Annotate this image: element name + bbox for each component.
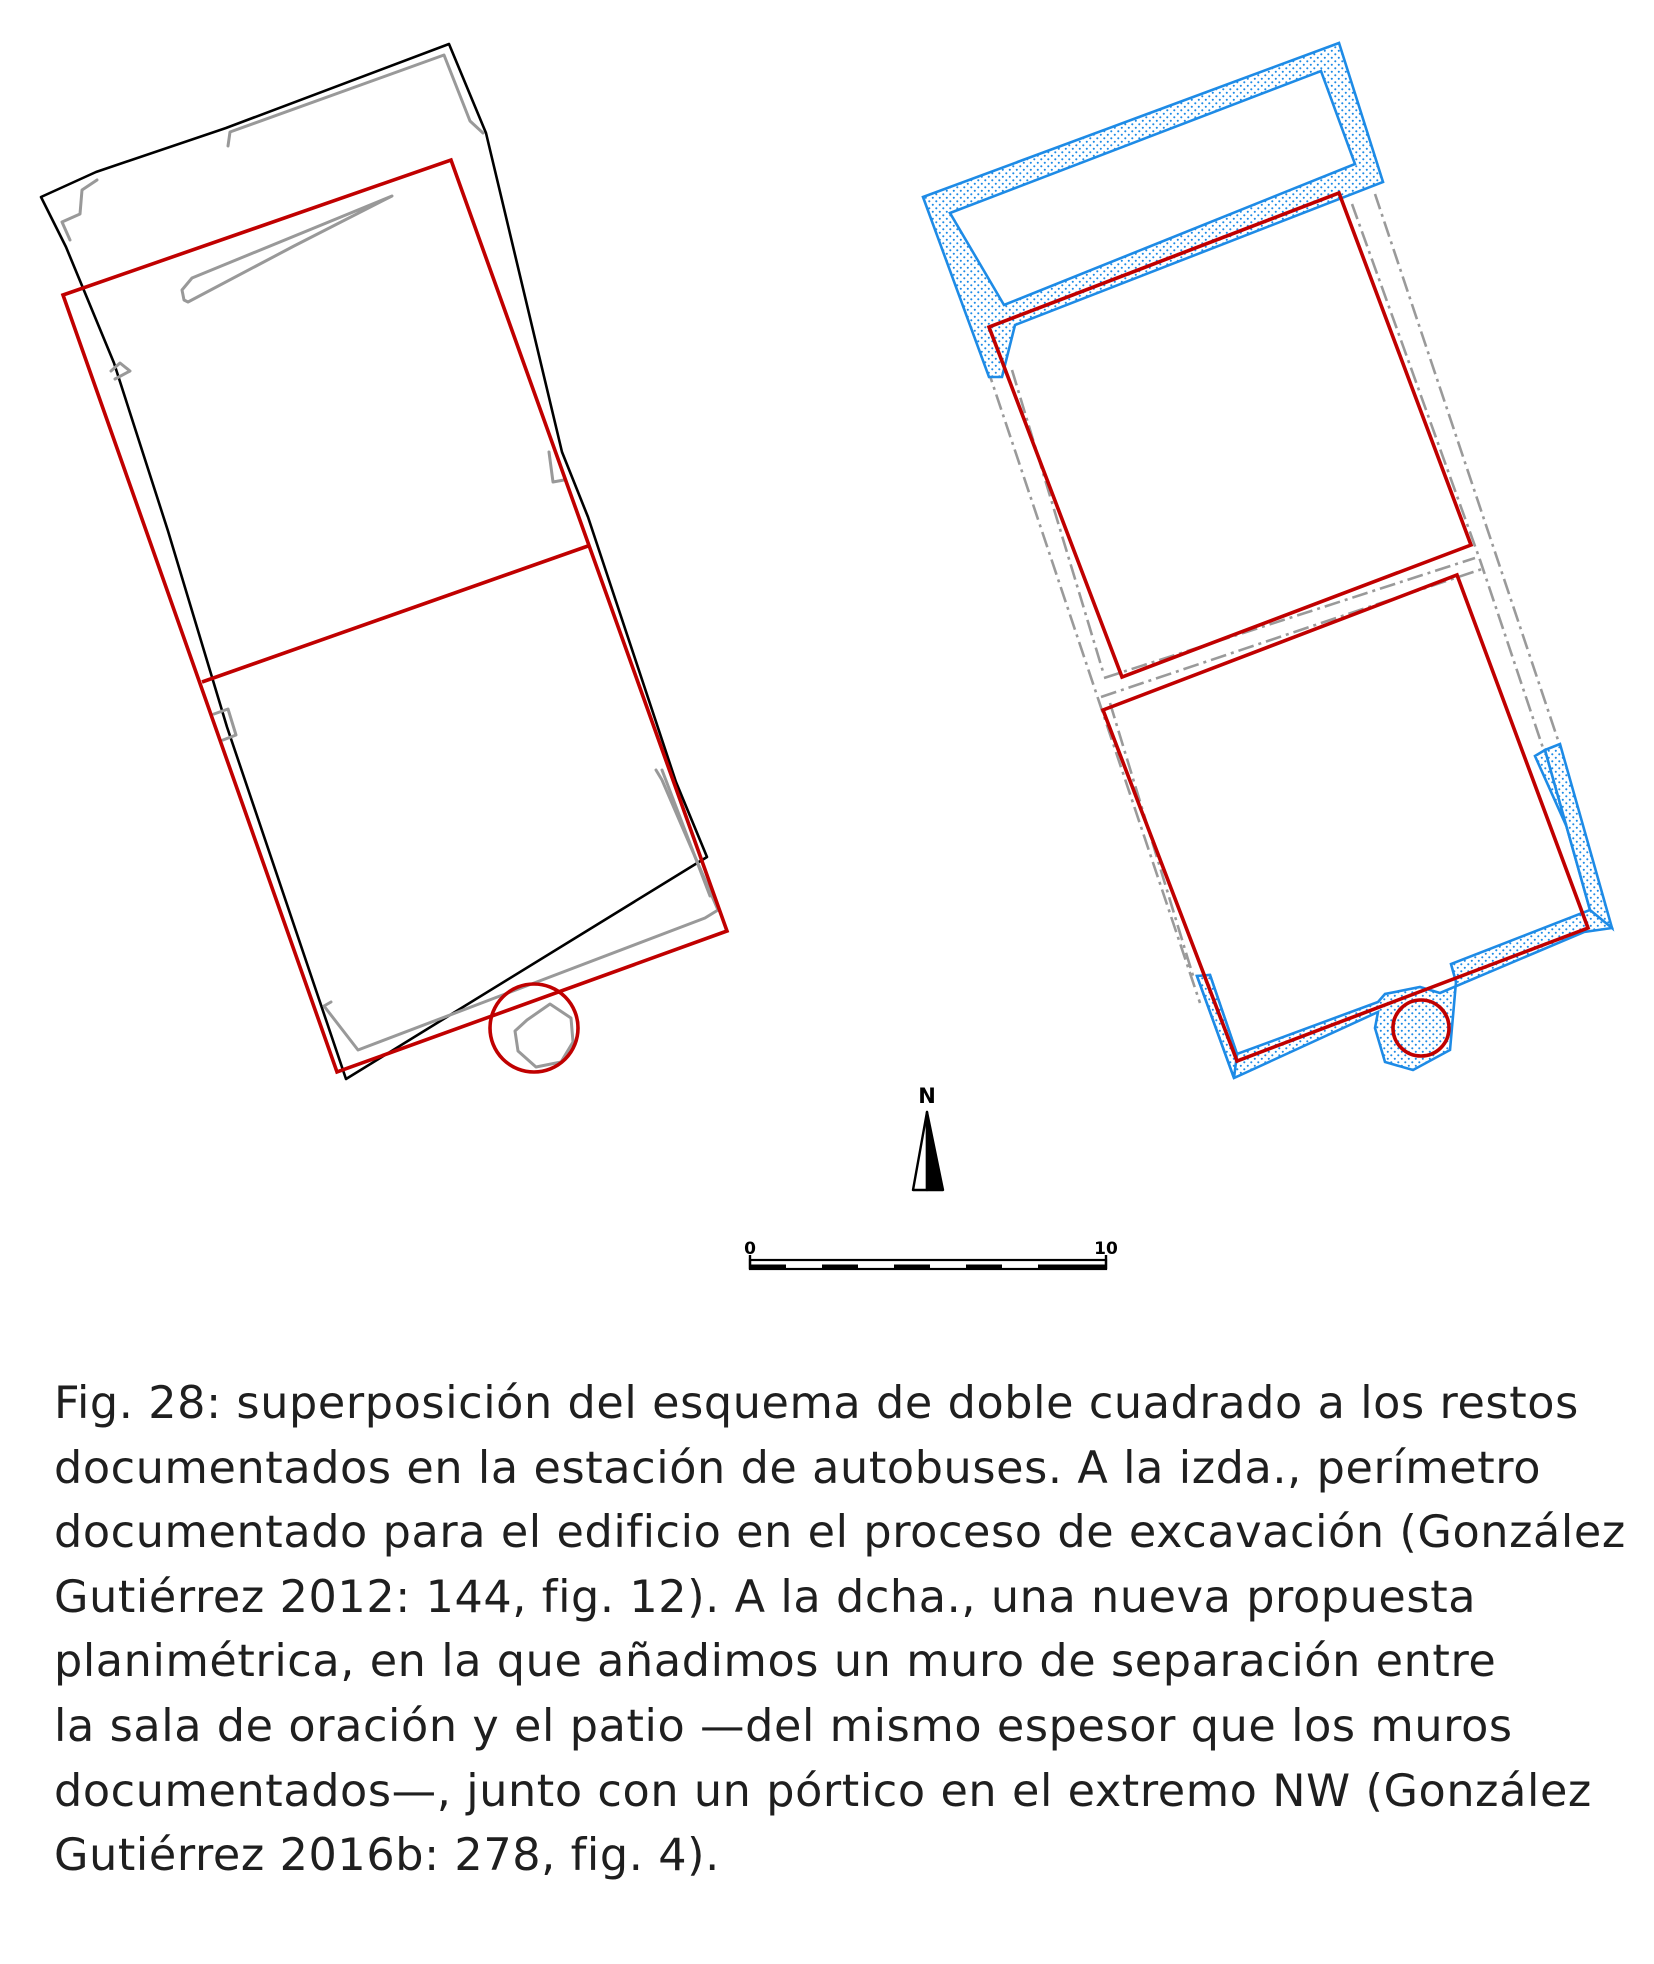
caption-line: la sala de oración y el patio —del mismo espesor que los muros (54, 1700, 1513, 1752)
left-plan (41, 44, 727, 1079)
scale-label-end: 10 (1094, 1239, 1118, 1259)
caption-line: Gutiérrez 2016b: 278, fig. 4). (54, 1830, 720, 1882)
proposed-wall-dashed-lines (987, 194, 1561, 1003)
dashed-divider-north (1104, 558, 1475, 678)
scale-segment (966, 1265, 1002, 1270)
north-arrow (913, 1084, 943, 1190)
south-east-wall (1197, 750, 1612, 1078)
caption-line: documentados en la estación de autobuses. A la izda., perímetro (54, 1442, 1542, 1494)
wall-trace-southeast (662, 770, 710, 896)
scale-segment (822, 1265, 858, 1270)
figure-caption (54, 1372, 1626, 1889)
scale-segment (894, 1265, 930, 1270)
south-west-wall (1197, 975, 1237, 1078)
double-square-scheme-left (63, 160, 727, 1072)
dashed-east-outer (1375, 194, 1561, 749)
caption-line: planimétrica, en la que añadimos un muro de separación entre (54, 1636, 1497, 1688)
documented-wall-remains (62, 55, 718, 1067)
proposed-walls (923, 43, 1612, 1078)
scale-segment (1038, 1265, 1106, 1270)
scale-label-start: 0 (744, 1239, 756, 1259)
courtyard-square (1103, 575, 1588, 1061)
scheme-outer-rectangle (63, 160, 727, 1072)
scale-segment (750, 1265, 786, 1270)
north-arrow-right-half (927, 1112, 943, 1190)
dashed-west-inner (1012, 370, 1104, 675)
caption-line: documentado para el edificio en el proceso de excavación (González (54, 1507, 1626, 1559)
caption-line: Fig. 28: superposición del esquema de doble cuadrado a los restos (54, 1378, 1579, 1429)
scale-bar (744, 1239, 1118, 1269)
excavation-perimeter-outline (41, 44, 707, 1079)
north-label: N (918, 1084, 936, 1108)
right-plan (923, 43, 1612, 1078)
wall-trace-north (62, 180, 97, 240)
north-arrow-left-half (913, 1112, 927, 1190)
dashed-east-inner (1352, 204, 1545, 754)
wall-trace-northeast (228, 55, 483, 146)
scheme-dividing-line (202, 546, 588, 682)
wall-trace-south (324, 770, 718, 1050)
wall-fragment-diagonal (182, 196, 392, 302)
well-circle (490, 984, 578, 1072)
caption-line: Gutiérrez 2012: 144, fig. 12). A la dcha., una nueva propuesta (54, 1571, 1477, 1623)
prayer-hall-square (989, 193, 1471, 677)
caption-line: documentados—, junto con un pórtico en el extremo NW (González (54, 1765, 1592, 1817)
double-square-scheme-right (989, 193, 1588, 1061)
